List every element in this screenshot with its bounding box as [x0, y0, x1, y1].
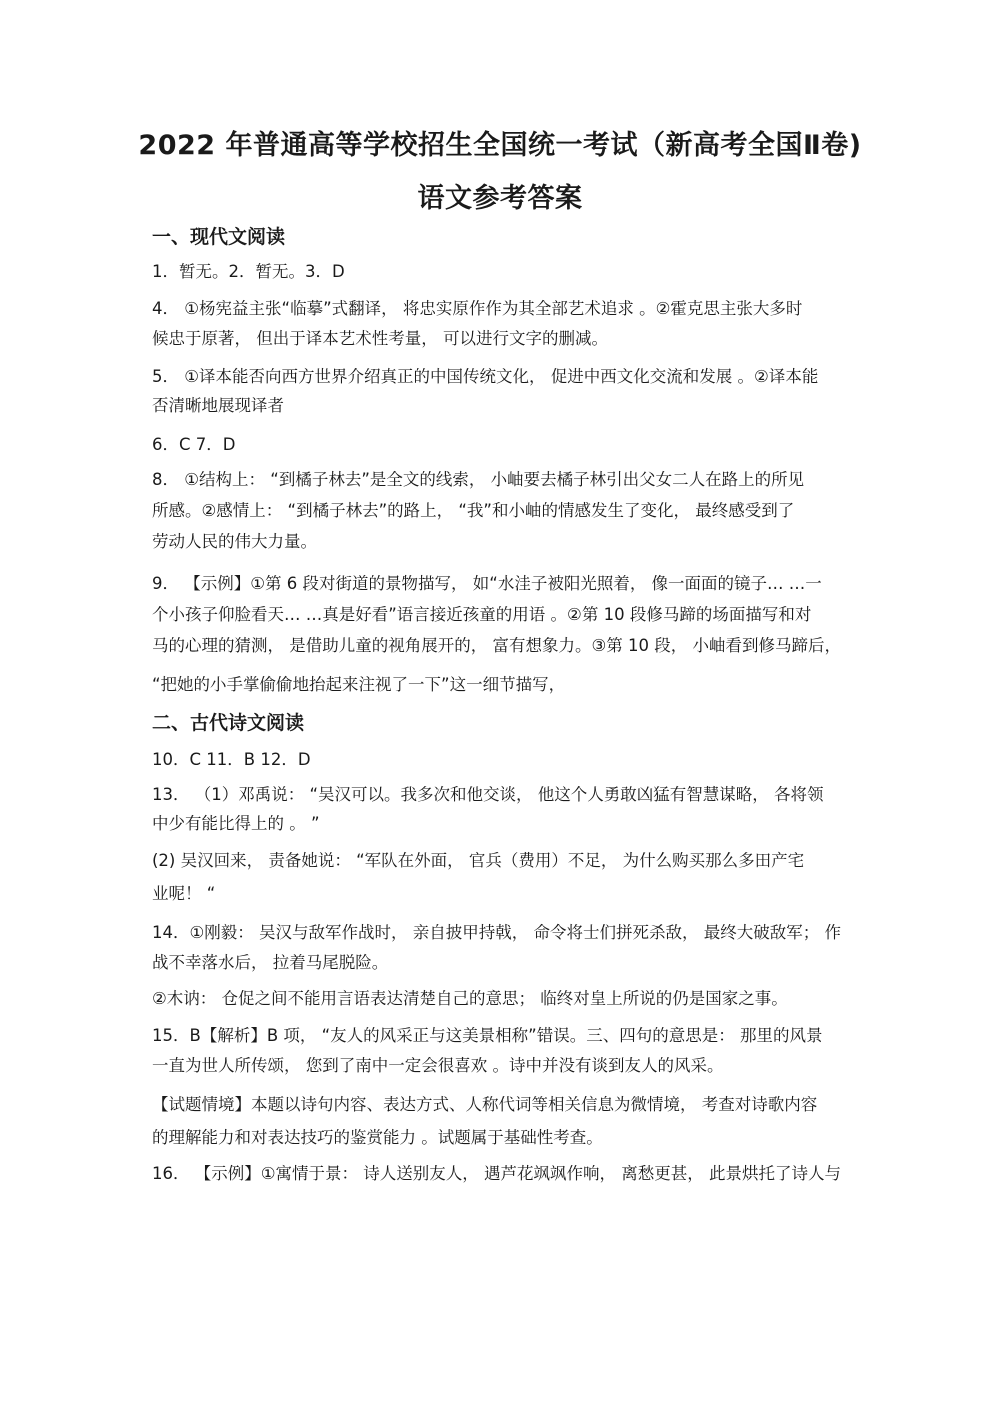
answer-line: 13． （1）邓禹说： “吴汉可以。我多次和他交谈， 他这个人勇敢凶猛有智慧谋略， 各将领 [152, 785, 824, 804]
section-heading-modern-reading: 一、现代文阅读 [152, 226, 286, 248]
answer-line: 个小孩子仰脸看天… …真是好看”语言接近孩童的用语 。②第 10 段修马蹄的场面描写和对 [152, 605, 812, 624]
answer-line: 所感。②感情上： “到橘子林去”的路上， “我”和小岫的情感发生了变化， 最终感受到了 [152, 501, 795, 520]
answer-line: 14．①刚毅： 吴汉与敌军作战时， 亲自披甲持戟， 命令将士们拼死杀敌， 最终大破敌军； 作 [152, 923, 842, 942]
answer-line: 1．暂无。2．暂无。3．D [152, 262, 345, 281]
answer-line: 一直为世人所传颂， 您到了南中一定会很喜欢 。诗中并没有谈到友人的风采。 [152, 1056, 724, 1075]
section-heading-classical-reading: 二、古代诗文阅读 [152, 712, 305, 734]
answer-line: 5． ①译本能否向西方世界介绍真正的中国传统文化， 促进中西文化交流和发展 。②译本能 [152, 367, 819, 386]
answer-line: 业呢！ “ [152, 884, 216, 903]
answer-line: (2) 吴汉回来， 责备她说： “军队在外面， 官兵（费用）不足， 为什么购买那么多田产宅 [152, 851, 805, 870]
answer-line: 15．B【解析】B 项， “友人的风采正与这美景相称”错误。三、四句的意思是： 那里的风景 [152, 1026, 823, 1045]
document-subtitle: 语文参考答案 [417, 183, 583, 214]
answer-line: 16． 【示例】①寓情于景： 诗人送别友人， 遇芦花飒飒作响， 离愁更甚， 此景烘托了诗人与 [152, 1164, 842, 1183]
answer-line: 战不幸落水后， 拉着马尾脱险。 [152, 953, 389, 972]
answer-line: 候忠于原著， 但出于译本艺术性考量， 可以进行文字的删减。 [152, 329, 608, 348]
answer-line: 6．C 7．D [152, 435, 236, 454]
answer-line: 否清晰地展现译者 [152, 396, 284, 415]
answer-line: 9． 【示例】①第 6 段对街道的景物描写， 如“水洼子被阳光照着， 像一面面的镜子… …一 [152, 574, 822, 593]
answer-line: ②木讷： 仓促之间不能用言语表达清楚自己的意思； 临终对皇上所说的仍是国家之事。 [152, 989, 788, 1008]
answer-line: 中少有能比得上的 。 ” [152, 814, 320, 833]
answer-line: 马的心理的猜测， 是借助儿童的视角展开的， 富有想象力。③第 10 段， 小岫看到修马蹄后， [152, 636, 842, 655]
document-title: 2022 年普通高等学校招生全国统一考试（新高考全国Ⅱ卷) [138, 130, 862, 161]
answer-line: 4． ①杨宪益主张“临摹”式翻译， 将忠实原作作为其全部艺术追求 。②霍克思主张大多时 [152, 299, 803, 318]
answer-line: 8． ①结构上： “到橘子林去”是全文的线索， 小岫要去橘子林引出父女二人在路上的所见 [152, 470, 805, 489]
answer-line: “把她的小手掌偷偷地抬起来注视了一下”这一细节描写， [152, 675, 566, 694]
answer-line: 【试题情境】本题以诗句内容、表达方式、人称代词等相关信息为微情境， 考查对诗歌内容 [152, 1095, 818, 1114]
answer-line: 10．C 11．B 12．D [152, 750, 311, 769]
answer-line: 的理解能力和对表达技巧的鉴赏能力 。试题属于基础性考查。 [152, 1128, 603, 1147]
answer-line: 劳动人民的伟大力量。 [152, 532, 317, 551]
